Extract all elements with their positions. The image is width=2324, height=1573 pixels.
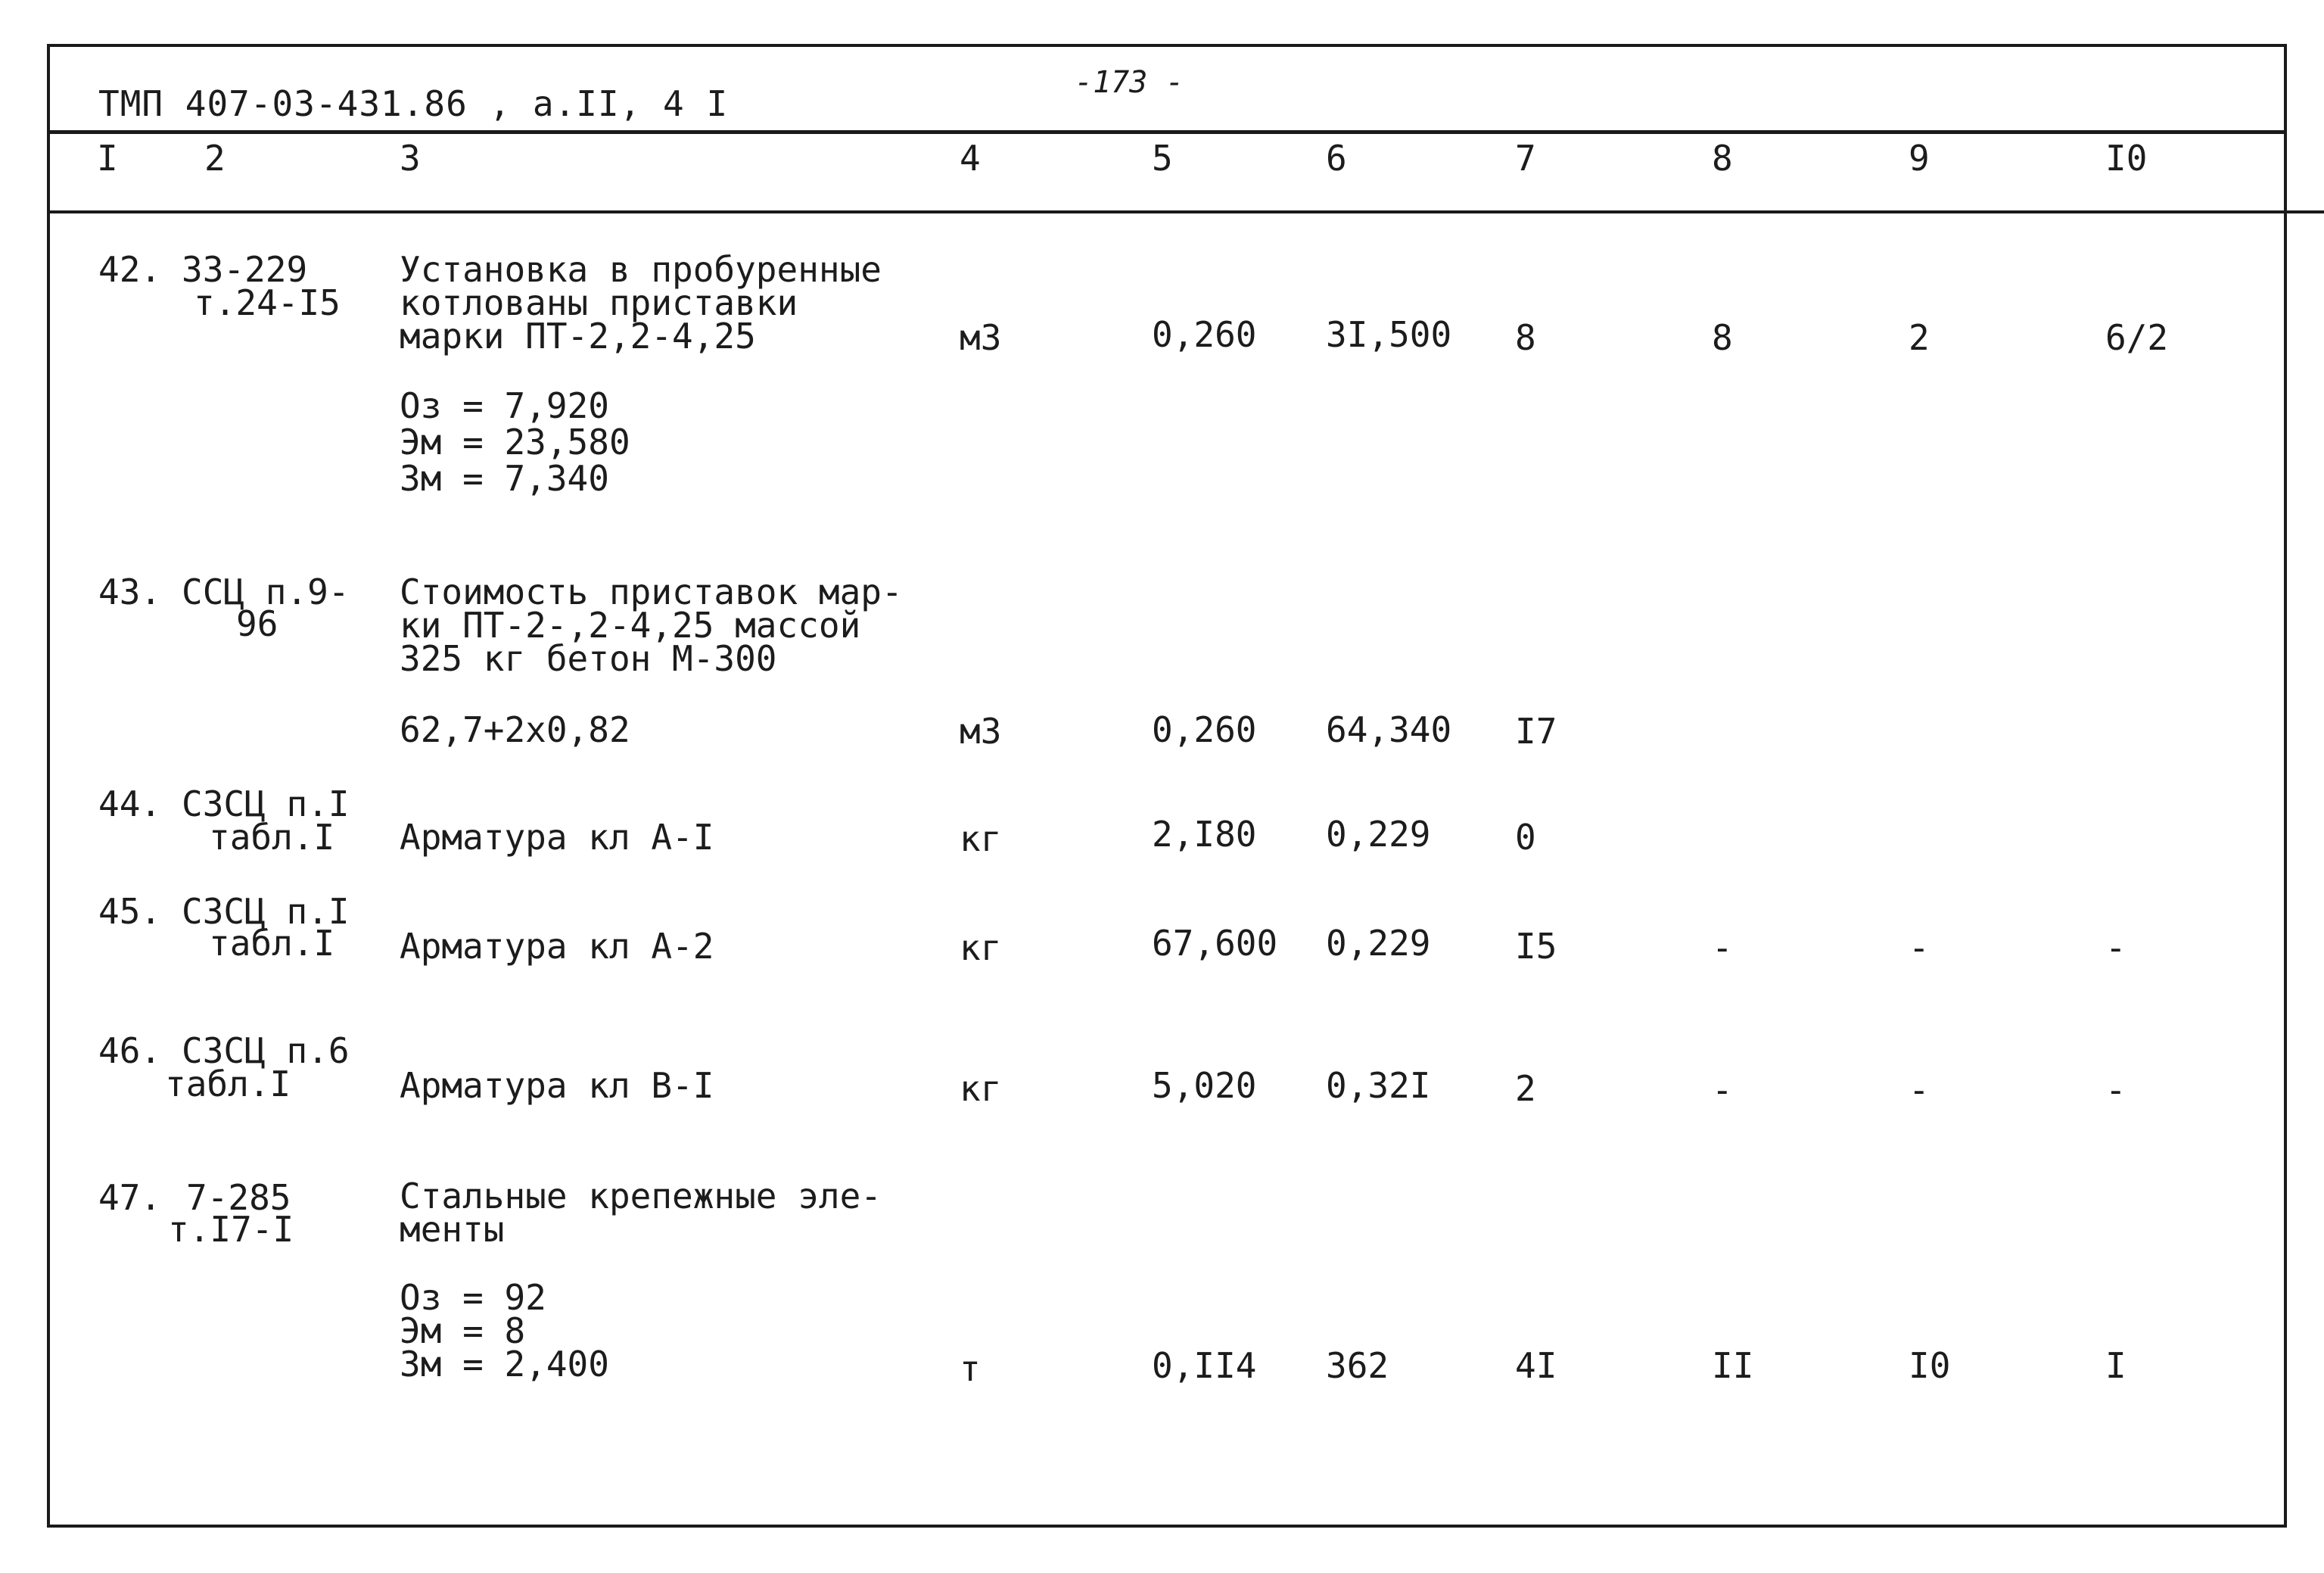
row-reference: т.24-I5	[194, 282, 341, 323]
row-col10: I	[2105, 1345, 2126, 1386]
row-unit: кг	[960, 1068, 1002, 1109]
row-col6: 0,229	[1326, 923, 1431, 964]
row-col10: -	[2105, 1070, 2126, 1110]
row-col8: II	[1712, 1345, 1754, 1386]
row-formula: 62,7+2х0,82	[400, 709, 630, 750]
row-reference: СЗСЦ п.6	[182, 1030, 350, 1071]
row-col5: 0,260	[1152, 709, 1257, 750]
row-col8: -	[1712, 927, 1733, 968]
row-col6: 362	[1326, 1345, 1389, 1386]
row-reference: 96	[236, 603, 278, 644]
row-col5: 2,I80	[1152, 814, 1257, 855]
row-col9: -	[1909, 1070, 1930, 1110]
row-col9: 2	[1909, 317, 1930, 358]
row-formula: Эм = 8	[400, 1310, 526, 1351]
page-number: -173 -	[1075, 65, 1184, 100]
row-col7: I7	[1515, 711, 1557, 752]
row-description: Стальные крепежные эле-	[400, 1176, 882, 1216]
column-header-9: 9	[1909, 138, 1930, 179]
row-col6: 0,229	[1326, 814, 1431, 855]
row-col6: 0,32I	[1326, 1065, 1431, 1106]
column-header-2: 2	[204, 138, 226, 179]
row-description: Установка в пробуренные	[400, 249, 882, 290]
row-col7: 0	[1515, 817, 1536, 858]
column-header-6: 6	[1326, 138, 1347, 179]
row-reference: табл.I	[209, 817, 335, 858]
row-col5: 0,II4	[1152, 1345, 1257, 1386]
row-formula: Зм = 7,340	[400, 458, 609, 499]
row-col6: 3I,500	[1326, 314, 1452, 355]
row-col7: 4I	[1515, 1345, 1557, 1386]
row-reference: табл.I	[165, 1064, 291, 1104]
row-reference: ССЦ п.9-	[182, 572, 350, 612]
row-unit: т	[960, 1348, 981, 1389]
column-header-7: 7	[1515, 138, 1536, 179]
row-col7: 2	[1515, 1068, 1536, 1109]
column-header-5: 5	[1152, 138, 1173, 179]
row-unit: м3	[960, 711, 1002, 752]
row-number: 47.	[98, 1177, 162, 1218]
column-header-8: 8	[1712, 138, 1733, 179]
row-reference: 7-285	[186, 1177, 291, 1218]
row-description: 325 кг бетон М-300	[400, 638, 777, 679]
row-formula: Зм = 2,400	[400, 1344, 609, 1385]
row-col6: 64,340	[1326, 709, 1452, 750]
row-description: Стоимость приставок мар-	[400, 572, 903, 612]
row-number: 45.	[98, 891, 162, 932]
row-formula: Оз = 92	[400, 1277, 546, 1318]
row-col10: -	[2105, 927, 2126, 968]
row-col9: -	[1909, 927, 1930, 968]
row-description: Арматура кл В-I	[400, 1065, 714, 1106]
row-description: марки ПТ-2,2-4,25	[400, 316, 756, 357]
row-description: Арматура кл А-I	[400, 817, 714, 858]
row-col10: 6/2	[2105, 317, 2169, 358]
row-col8: -	[1712, 1070, 1733, 1110]
row-number: 42.	[98, 249, 162, 290]
column-header-1: I	[97, 138, 118, 179]
row-reference: СЗСЦ п.I	[182, 783, 350, 824]
row-col7: I5	[1515, 926, 1557, 967]
column-header-10: I0	[2105, 138, 2148, 179]
row-formula: Оз = 7,920	[400, 385, 609, 426]
header-rule-bottom	[47, 210, 2324, 213]
row-col9: I0	[1909, 1345, 1951, 1386]
row-number: 44.	[98, 783, 162, 824]
column-header-4: 4	[960, 138, 981, 179]
row-unit: кг	[960, 818, 1002, 859]
row-number: 43.	[98, 572, 162, 612]
row-number: 46.	[98, 1030, 162, 1071]
row-reference: СЗСЦ п.I	[182, 891, 350, 932]
row-col5: 67,600	[1152, 923, 1278, 964]
row-unit: кг	[960, 927, 1002, 968]
row-description: Арматура кл А-2	[400, 926, 714, 967]
row-reference: 33-229	[182, 249, 308, 290]
document-code: ТМП 407-03-431.86 , а.II, 4 I	[98, 83, 729, 124]
page-frame	[47, 44, 2287, 1528]
row-reference: табл.I	[209, 923, 335, 964]
column-header-3: 3	[400, 138, 421, 179]
row-description: котлованы приставки	[400, 282, 798, 323]
row-formula: Эм = 23,580	[400, 422, 630, 463]
header-rule-top	[47, 130, 2287, 134]
row-col7: 8	[1515, 317, 1536, 358]
row-col5: 0,260	[1152, 314, 1257, 355]
row-description: ки ПТ-2-,2-4,25 массой	[400, 605, 861, 646]
row-reference: т.I7-I	[168, 1209, 294, 1250]
row-description: менты	[400, 1209, 505, 1250]
row-col8: 8	[1712, 317, 1733, 358]
row-unit: м3	[960, 317, 1002, 358]
row-col5: 5,020	[1152, 1065, 1257, 1106]
